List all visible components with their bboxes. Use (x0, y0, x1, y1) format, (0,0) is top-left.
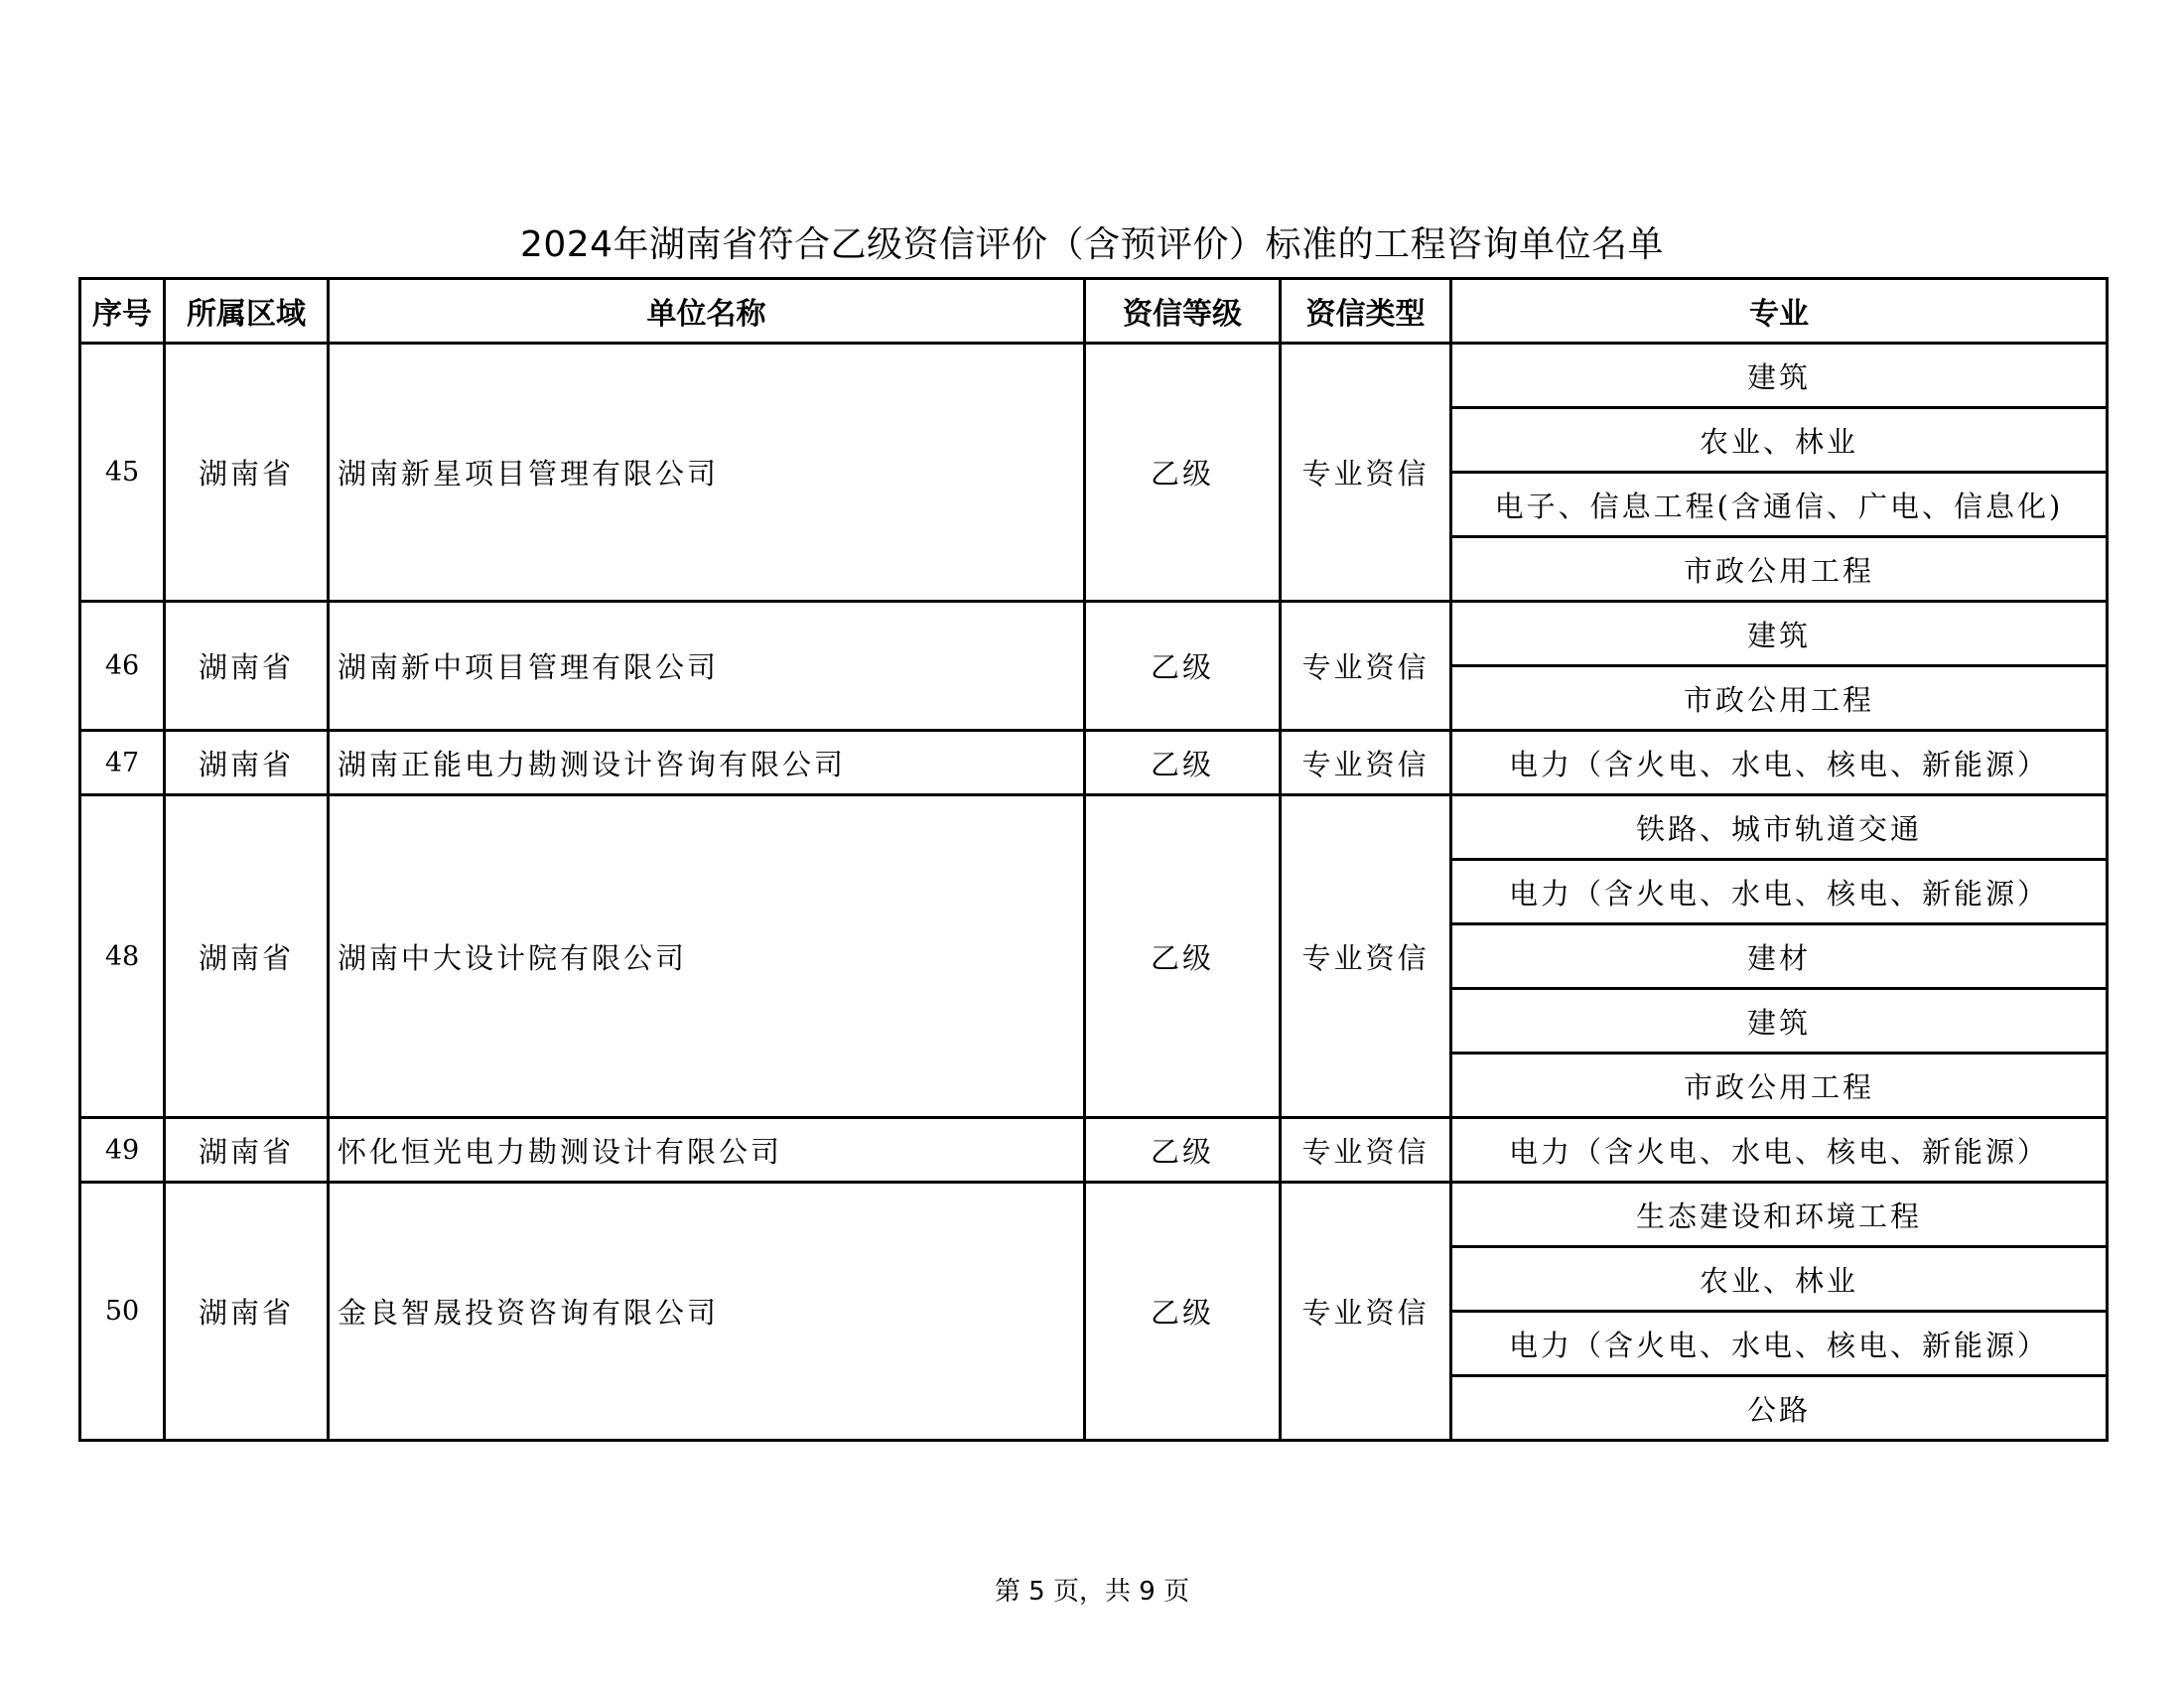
specialty-cell: 建筑 (1451, 344, 2108, 408)
seq-cell: 47 (80, 731, 165, 795)
grade-cell: 乙级 (1085, 344, 1281, 602)
document-title: 2024年湖南省符合乙级资信评价（含预评价）标准的工程咨询单位名单 (519, 224, 1665, 265)
specialty-cell: 电子、信息工程(含通信、广电、信息化) (1451, 473, 2108, 537)
specialty-cell: 生态建设和环境工程 (1451, 1183, 2108, 1247)
specialty-cell: 公路 (1451, 1376, 2108, 1441)
region-cell: 湖南省 (165, 602, 329, 731)
specialty-cell: 铁路、城市轨道交通 (1451, 795, 2108, 860)
grade-cell: 乙级 (1085, 1118, 1281, 1183)
specialty-cell: 电力（含火电、水电、核电、新能源） (1451, 1118, 2108, 1183)
table-row (80, 1118, 2108, 1183)
type-cell: 专业资信 (1281, 731, 1451, 795)
specialty-cell: 市政公用工程 (1451, 1054, 2108, 1118)
seq-cell: 49 (80, 1118, 165, 1183)
header-name: 单位名称 (329, 279, 1085, 344)
type-cell: 专业资信 (1281, 1118, 1451, 1183)
region-cell: 湖南省 (165, 1118, 329, 1183)
specialty-cell: 电力（含火电、水电、核电、新能源） (1451, 1312, 2108, 1376)
specialty-cell: 电力（含火电、水电、核电、新能源） (1451, 731, 2108, 795)
region-cell: 湖南省 (165, 344, 329, 602)
grade-cell: 乙级 (1085, 602, 1281, 731)
type-cell: 专业资信 (1281, 1183, 1451, 1441)
specialty-cell: 电力（含火电、水电、核电、新能源） (1451, 860, 2108, 924)
header-type: 资信类型 (1281, 279, 1451, 344)
seq-cell: 50 (80, 1183, 165, 1441)
grade-cell: 乙级 (1085, 795, 1281, 1118)
region-cell: 湖南省 (165, 731, 329, 795)
type-cell: 专业资信 (1281, 795, 1451, 1118)
unit-name-cell: 湖南正能电力勘测设计咨询有限公司 (329, 731, 1085, 795)
specialty-cell: 建材 (1451, 924, 2108, 989)
table-row (80, 344, 2108, 408)
table-row (80, 1183, 2108, 1247)
region-cell: 湖南省 (165, 795, 329, 1118)
table-row (80, 731, 2108, 795)
unit-name-cell: 湖南新星项目管理有限公司 (329, 344, 1085, 602)
seq-cell: 46 (80, 602, 165, 731)
header-specialty: 专业 (1451, 279, 2108, 344)
table-row (80, 602, 2108, 666)
specialty-cell: 建筑 (1451, 989, 2108, 1054)
grade-cell: 乙级 (1085, 1183, 1281, 1441)
header-seq: 序号 (80, 279, 165, 344)
table-header-row (80, 279, 2108, 344)
type-cell: 专业资信 (1281, 344, 1451, 602)
table-body (80, 344, 2108, 1441)
grade-cell: 乙级 (1085, 731, 1281, 795)
specialty-cell: 市政公用工程 (1451, 666, 2108, 731)
table-row (80, 795, 2108, 860)
seq-cell: 45 (80, 344, 165, 602)
specialty-cell: 建筑 (1451, 602, 2108, 666)
unit-list-table (78, 277, 2109, 1442)
header-grade: 资信等级 (1085, 279, 1281, 344)
specialty-cell: 市政公用工程 (1451, 537, 2108, 602)
unit-name-cell: 金良智晟投资咨询有限公司 (329, 1183, 1085, 1441)
region-cell: 湖南省 (165, 1183, 329, 1441)
specialty-cell: 农业、林业 (1451, 408, 2108, 473)
header-region: 所属区域 (165, 279, 329, 344)
page-footer: 第 5 页，共 9 页 (994, 1577, 1190, 1607)
specialty-cell: 农业、林业 (1451, 1247, 2108, 1312)
unit-name-cell: 湖南中大设计院有限公司 (329, 795, 1085, 1118)
type-cell: 专业资信 (1281, 602, 1451, 731)
seq-cell: 48 (80, 795, 165, 1118)
unit-name-cell: 怀化恒光电力勘测设计有限公司 (329, 1118, 1085, 1183)
unit-name-cell: 湖南新中项目管理有限公司 (329, 602, 1085, 731)
